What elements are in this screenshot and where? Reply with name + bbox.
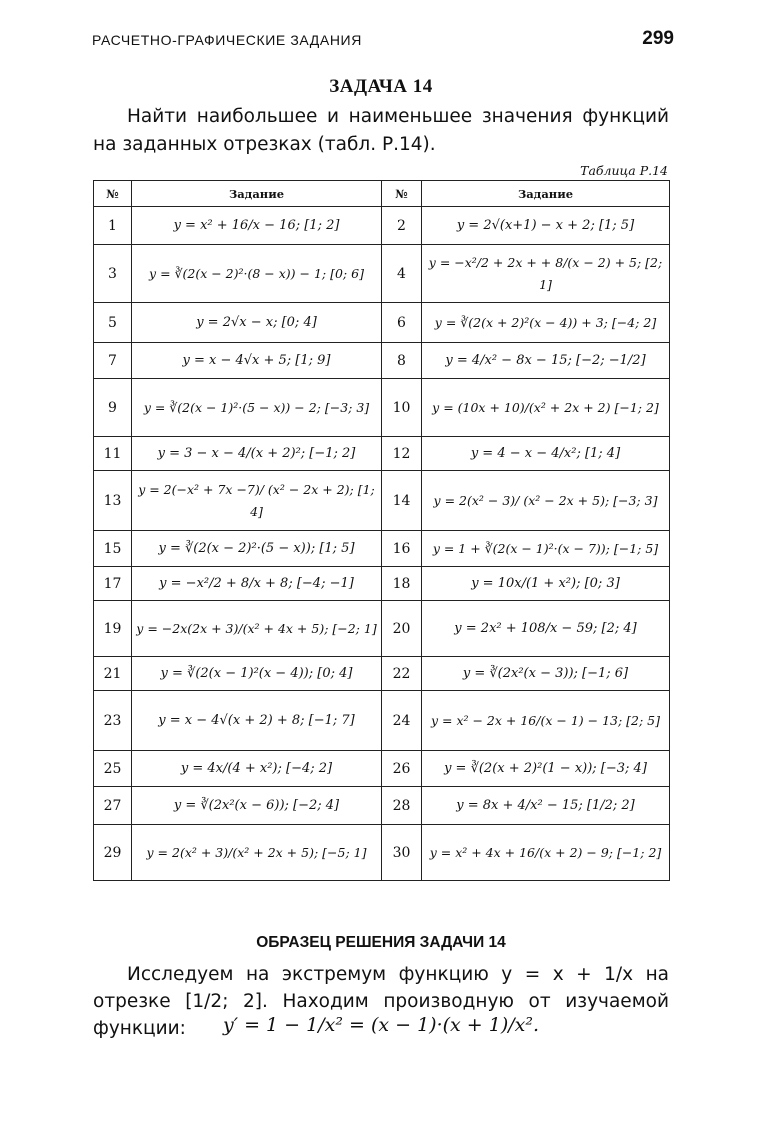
task-expression: y = x² + 4x + 16/(x + 2) − 9; [−1; 2] bbox=[422, 825, 670, 881]
table-row bbox=[94, 567, 670, 601]
header-num-2: № bbox=[382, 181, 422, 207]
task-title: ЗАДАЧА 14 bbox=[329, 76, 433, 97]
table-row bbox=[94, 787, 670, 825]
task-number: 13 bbox=[94, 471, 132, 531]
table-row bbox=[94, 379, 670, 437]
task-expression: y = x − 4√(x + 2) + 8; [−1; 7] bbox=[132, 691, 382, 751]
task-number: 17 bbox=[94, 567, 132, 601]
table-header-row bbox=[94, 181, 670, 207]
sample-text: Исследуем на экстремум функцию y = x + 1/x на отрезке [1/2; 2]. Находим производную от изучаемой функции: bbox=[93, 964, 669, 1039]
task-number: 16 bbox=[382, 531, 422, 567]
task-number: 8 bbox=[382, 343, 422, 379]
task-expression: y = 8x + 4/x² − 15; [1/2; 2] bbox=[422, 787, 670, 825]
task-expression: y = 4x/(4 + x²); [−4; 2] bbox=[132, 751, 382, 787]
page-header bbox=[92, 28, 674, 54]
table-row bbox=[94, 691, 670, 751]
task-number: 19 bbox=[94, 601, 132, 657]
task-number: 11 bbox=[94, 437, 132, 471]
task-expression: y = 4/x² − 8x − 15; [−2; −1/2] bbox=[422, 343, 670, 379]
header-task-2: Задание bbox=[422, 181, 670, 207]
task-number: 25 bbox=[94, 751, 132, 787]
task-expression: y = −x²/2 + 2x + + 8/(x − 2) + 5; [2; 1] bbox=[422, 245, 670, 303]
running-head: РАСЧЕТНО-ГРАФИЧЕСКИЕ ЗАДАНИЯ bbox=[92, 32, 362, 48]
task-number: 7 bbox=[94, 343, 132, 379]
derivative-formula: y′ = 1 − 1/x² = (x − 1)·(x + 1)/x². bbox=[222, 1014, 540, 1036]
task-expression: y = −x²/2 + 8/x + 8; [−4; −1] bbox=[132, 567, 382, 601]
task-expression: y = ∛(2(x − 1)²(x − 4)); [0; 4] bbox=[132, 657, 382, 691]
task-expression: y = 2(−x² + 7x −7)/ (x² − 2x + 2); [1; 4] bbox=[132, 471, 382, 531]
task-expression: y = x² − 2x + 16/(x − 1) − 13; [2; 5] bbox=[422, 691, 670, 751]
task-number: 24 bbox=[382, 691, 422, 751]
task-statement: Найти наибольшее и наименьшее значения функций на заданных отрезках (табл. Р.14). bbox=[93, 106, 669, 155]
task-expression: y = 10x/(1 + x²); [0; 3] bbox=[422, 567, 670, 601]
table-row bbox=[94, 343, 670, 379]
task-number: 30 bbox=[382, 825, 422, 881]
task-expression: y = 4 − x − 4/x²; [1; 4] bbox=[422, 437, 670, 471]
table-caption: Таблица Р.14 bbox=[580, 163, 668, 178]
task-number: 28 bbox=[382, 787, 422, 825]
task-number: 3 bbox=[94, 245, 132, 303]
task-expression: y = x − 4√x + 5; [1; 9] bbox=[132, 343, 382, 379]
task-expression: y = ∛(2(x − 2)²·(5 − x)); [1; 5] bbox=[132, 531, 382, 567]
task-number: 23 bbox=[94, 691, 132, 751]
sample-title: ОБРАЗЕЦ РЕШЕНИЯ ЗАДАЧИ 14 bbox=[256, 934, 506, 951]
table-row bbox=[94, 531, 670, 567]
task-number: 4 bbox=[382, 245, 422, 303]
task-number: 5 bbox=[94, 303, 132, 343]
task-number: 1 bbox=[94, 207, 132, 245]
table-row bbox=[94, 601, 670, 657]
table-row bbox=[94, 751, 670, 787]
task-number: 27 bbox=[94, 787, 132, 825]
task-number: 22 bbox=[382, 657, 422, 691]
task-number: 18 bbox=[382, 567, 422, 601]
table-row bbox=[94, 657, 670, 691]
task-number: 15 bbox=[94, 531, 132, 567]
table-row bbox=[94, 437, 670, 471]
task-expression: y = x² + 16/x − 16; [1; 2] bbox=[132, 207, 382, 245]
task-expression: y = ∛(2(x + 2)²(x − 4)) + 3; [−4; 2] bbox=[422, 303, 670, 343]
task-number: 20 bbox=[382, 601, 422, 657]
task-number: 26 bbox=[382, 751, 422, 787]
task-expression: y = ∛(2(x + 2)²(1 − x)); [−3; 4] bbox=[422, 751, 670, 787]
task-expression: y = 2(x² − 3)/ (x² − 2x + 5); [−3; 3] bbox=[422, 471, 670, 531]
task-expression: y = 1 + ∛(2(x − 1)²·(x − 7)); [−1; 5] bbox=[422, 531, 670, 567]
task-number: 14 bbox=[382, 471, 422, 531]
table-row bbox=[94, 825, 670, 881]
tasks-table bbox=[93, 180, 670, 881]
header-task-1: Задание bbox=[132, 181, 382, 207]
task-number: 12 bbox=[382, 437, 422, 471]
task-expression: y = 2√(x+1) − x + 2; [1; 5] bbox=[422, 207, 670, 245]
task-number: 29 bbox=[94, 825, 132, 881]
task-expression: y = 2(x² + 3)/(x² + 2x + 5); [−5; 1] bbox=[132, 825, 382, 881]
task-number: 9 bbox=[94, 379, 132, 437]
table-row bbox=[94, 471, 670, 531]
task-expression: y = ∛(2x²(x − 3)); [−1; 6] bbox=[422, 657, 670, 691]
task-expression: y = ∛(2x²(x − 6)); [−2; 4] bbox=[132, 787, 382, 825]
task-expression: y = −2x(2x + 3)/(x² + 4x + 5); [−2; 1] bbox=[132, 601, 382, 657]
table-body bbox=[94, 207, 670, 881]
task-number: 6 bbox=[382, 303, 422, 343]
table-row bbox=[94, 245, 670, 303]
task-number: 10 bbox=[382, 379, 422, 437]
header-num-1: № bbox=[94, 181, 132, 207]
table-row bbox=[94, 207, 670, 245]
task-number: 2 bbox=[382, 207, 422, 245]
task-expression: y = (10x + 10)/(x² + 2x + 2) [−1; 2] bbox=[422, 379, 670, 437]
task-expression: y = ∛(2(x − 2)²·(8 − x)) − 1; [0; 6] bbox=[132, 245, 382, 303]
task-number: 21 bbox=[94, 657, 132, 691]
task-expression: y = ∛(2(x − 1)²·(5 − x)) − 2; [−3; 3] bbox=[132, 379, 382, 437]
table-row bbox=[94, 303, 670, 343]
task-expression: y = 3 − x − 4/(x + 2)²; [−1; 2] bbox=[132, 437, 382, 471]
page-number: 299 bbox=[642, 28, 674, 49]
task-expression: y = 2x² + 108/x − 59; [2; 4] bbox=[422, 601, 670, 657]
task-expression: y = 2√x − x; [0; 4] bbox=[132, 303, 382, 343]
